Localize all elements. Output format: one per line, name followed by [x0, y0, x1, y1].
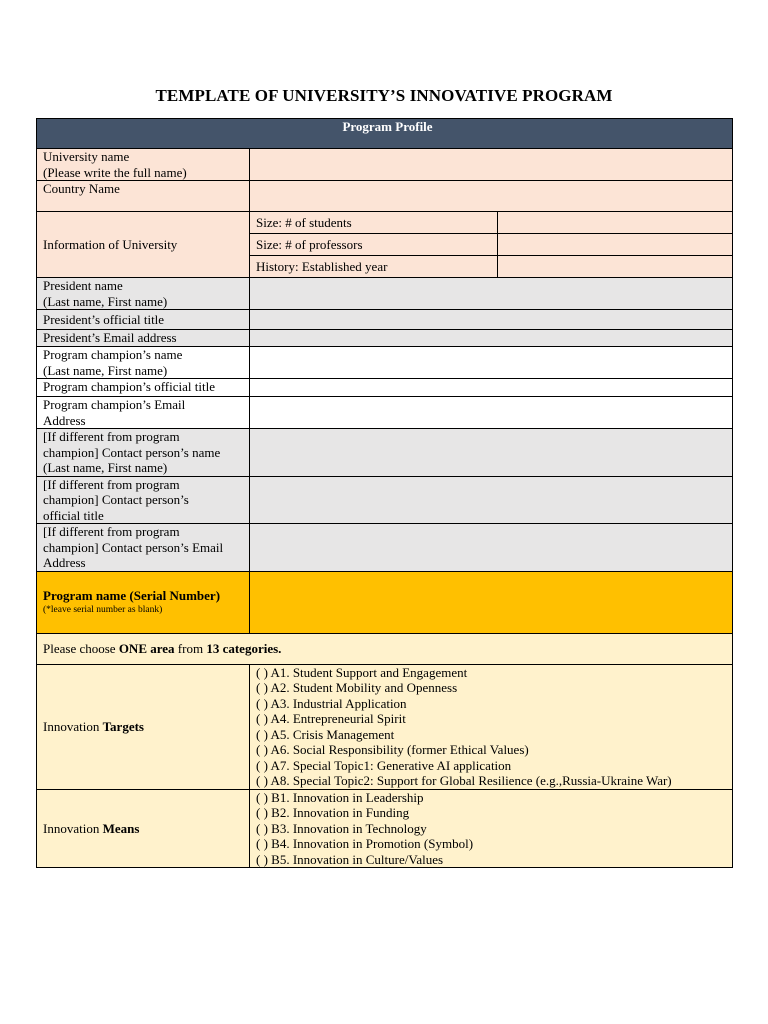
choose-bold-categories: 13 categories. — [206, 640, 282, 656]
president-title-label: President’s official title — [37, 310, 250, 330]
contact-email-row — [37, 524, 733, 572]
contact-title-line-1: [If different from program — [43, 476, 180, 492]
university-name-line-2: (Please write the full name) — [43, 164, 187, 180]
university-name-label — [37, 149, 250, 181]
president-email-field[interactable] — [250, 330, 733, 347]
university-name-line-1: University name — [43, 149, 130, 164]
target-option-a1[interactable]: ( ) A1. Student Support and Engagement — [256, 664, 468, 680]
champion-title-field[interactable] — [250, 379, 733, 397]
contact-title-line-3: official title — [43, 507, 104, 523]
contact-email-line-1: [If different from program — [43, 524, 180, 539]
university-name-row — [37, 149, 733, 181]
contact-email-field[interactable] — [250, 524, 733, 572]
contact-name-row — [37, 429, 733, 477]
president-title-row — [37, 310, 733, 330]
champion-email-line-1: Program champion’s Email — [43, 397, 186, 412]
president-name-line-2: (Last name, First name) — [43, 293, 168, 309]
champion-name-line-2: (Last name, First name) — [43, 362, 168, 378]
innovation-means-row — [37, 789, 733, 868]
program-profile-form — [36, 118, 733, 868]
size-students-label: Size: # of students — [250, 212, 498, 234]
target-option-a7[interactable]: ( ) A7. Special Topic1: Generative AI application — [256, 757, 512, 773]
program-name-row — [37, 571, 733, 633]
targets-label-bold: Targets — [102, 718, 144, 734]
size-professors-field[interactable] — [498, 234, 733, 256]
champion-name-row — [37, 347, 733, 379]
innovation-targets-label — [37, 664, 250, 789]
contact-name-field[interactable] — [250, 429, 733, 477]
contact-name-line-3: (Last name, First name) — [43, 460, 168, 475]
innovation-means-options — [250, 789, 733, 868]
champion-email-label — [37, 397, 250, 429]
contact-name-line-2: champion] Contact person’s name — [43, 444, 221, 460]
contact-name-label — [37, 429, 250, 477]
target-option-a5[interactable]: ( ) A5. Crisis Management — [256, 726, 395, 742]
choose-prefix: Please choose — [43, 640, 119, 656]
president-title-field[interactable] — [250, 310, 733, 330]
president-email-row — [37, 330, 733, 347]
history-field[interactable] — [498, 256, 733, 278]
info-students-row — [37, 212, 733, 234]
program-name-label — [37, 571, 250, 633]
champion-name-label — [37, 347, 250, 379]
history-label: History: Established year — [250, 256, 498, 278]
program-name-note: (*leave serial number as blank) — [43, 604, 163, 615]
choose-middle: from — [174, 640, 207, 656]
means-option-b2[interactable]: ( ) B2. Innovation in Funding — [256, 805, 410, 820]
country-name-row — [37, 181, 733, 212]
document-title: TEMPLATE OF UNIVERSITY’S INNOVATIVE PROGRAM — [155, 86, 613, 105]
choose-bold-area: ONE area — [118, 640, 175, 656]
program-name-field[interactable] — [250, 571, 733, 633]
contact-title-field[interactable] — [250, 476, 733, 524]
targets-label-prefix: Innovation — [43, 718, 103, 734]
section-header: Program Profile — [37, 119, 733, 149]
means-option-b5[interactable]: ( ) B5. Innovation in Culture/Values — [256, 851, 444, 867]
contact-title-line-2: champion] Contact person’s — [43, 492, 189, 507]
champion-name-line-1: Program champion’s name — [43, 347, 183, 362]
champion-email-field[interactable] — [250, 397, 733, 429]
target-option-a8[interactable]: ( ) A8. Special Topic2: Support for Global Resilience (e.g.,Russia-Ukraine War) — [256, 773, 672, 788]
target-option-a4[interactable]: ( ) A4. Entrepreneurial Spirit — [256, 711, 406, 726]
means-label-prefix: Innovation — [43, 820, 103, 836]
innovation-targets-options — [250, 664, 733, 789]
size-students-field[interactable] — [498, 212, 733, 234]
contact-email-label — [37, 524, 250, 572]
choose-instruction — [37, 633, 733, 664]
choose-row — [37, 633, 733, 664]
university-name-field[interactable] — [250, 149, 733, 181]
contact-title-label — [37, 476, 250, 524]
president-name-line-1: President name — [43, 278, 123, 293]
target-option-a2[interactable]: ( ) A2. Student Mobility and Openness — [256, 680, 458, 695]
means-option-b4[interactable]: ( ) B4. Innovation in Promotion (Symbol) — [256, 836, 474, 851]
champion-title-row — [37, 379, 733, 397]
size-professors-label: Size: # of professors — [250, 234, 498, 256]
innovation-targets-row — [37, 664, 733, 789]
contact-email-line-3: Address — [43, 555, 86, 570]
champion-email-row — [37, 397, 733, 429]
champion-title-label: Program champion’s official title — [37, 379, 250, 397]
contact-title-row — [37, 476, 733, 524]
innovation-means-label — [37, 789, 250, 868]
country-name-label: Country Name — [37, 181, 250, 212]
country-name-field[interactable] — [250, 181, 733, 212]
section-header-row — [37, 119, 733, 149]
means-option-b1[interactable]: ( ) B1. Innovation in Leadership — [256, 789, 424, 805]
president-name-field[interactable] — [250, 278, 733, 310]
president-name-row — [37, 278, 733, 310]
contact-email-line-2: champion] Contact person’s Email — [43, 539, 224, 555]
champion-email-line-2: Address — [43, 412, 86, 428]
president-name-label — [37, 278, 250, 310]
champion-name-field[interactable] — [250, 347, 733, 379]
means-label-bold: Means — [102, 820, 140, 836]
target-option-a3[interactable]: ( ) A3. Industrial Application — [256, 695, 407, 711]
target-option-a6[interactable]: ( ) A6. Social Responsibility (former Ethical Values) — [256, 742, 529, 757]
program-name-title: Program name (Serial Number) — [43, 588, 221, 604]
means-option-b3[interactable]: ( ) B3. Innovation in Technology — [256, 820, 427, 836]
contact-name-line-1: [If different from program — [43, 429, 180, 444]
president-email-label: President’s Email address — [37, 330, 250, 347]
info-university-label: Information of University — [37, 212, 250, 278]
